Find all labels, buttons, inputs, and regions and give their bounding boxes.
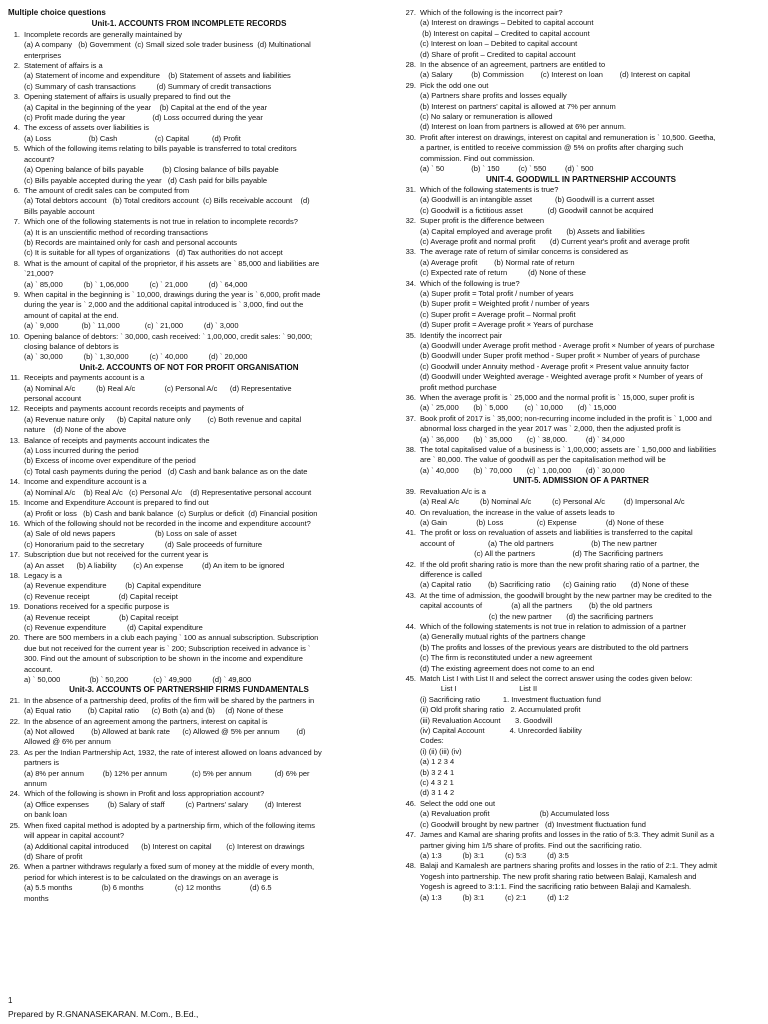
answer-options-line: (c) The firm is reconstituted under a new agreement bbox=[420, 653, 593, 663]
section-heading: UNIT-5. ADMISSION OF A PARTNER bbox=[513, 476, 649, 486]
answer-options-line: (b) Super profit = Weighted profit / number of years bbox=[420, 299, 590, 309]
question-number: 27. bbox=[405, 8, 416, 17]
question-number: 3. bbox=[13, 92, 20, 102]
question-number: 35. bbox=[405, 330, 416, 340]
answer-options-line: (a) ` 25,000 (b) ` 5,000 (c) ` 10,000 (d) ` 15,000 bbox=[420, 403, 617, 413]
question-item bbox=[404, 279, 758, 289]
question-text: Which of the following is the incorrect pair? bbox=[420, 8, 563, 17]
question-number: 39. bbox=[405, 486, 416, 496]
question-number: 5. bbox=[13, 144, 20, 154]
answer-options-line: (c) Goodwill is a fictitious asset (d) Goodwill cannot be acquired bbox=[420, 205, 654, 215]
question-number: 2. bbox=[13, 61, 20, 71]
answer-options-line: (c) 4 3 2 1 bbox=[420, 778, 454, 788]
question-item bbox=[8, 498, 370, 508]
question-item bbox=[404, 81, 758, 91]
question-number: 36. bbox=[405, 393, 416, 403]
answer-options-line: (d) Super profit = Average profit × Years of purchase bbox=[420, 320, 594, 330]
question-item bbox=[8, 748, 370, 758]
answer-options-line: difference is called bbox=[420, 569, 482, 579]
question-item bbox=[8, 696, 370, 706]
answer-options-line: (a) Profit or loss (b) Cash and bank balance (c) Surplus or deficit (d) Financial position bbox=[24, 508, 318, 518]
answer-options-line: (c) Honorarium paid to the secretary (d) Sale proceeds of furniture bbox=[24, 539, 263, 549]
question-number: 6. bbox=[13, 185, 20, 195]
question-item bbox=[8, 217, 370, 227]
question-text: The excess of assets over liabilities is bbox=[24, 123, 150, 133]
answer-options-line: (b) Goodwill under Super profit method - Super profit × Number of years of purchase bbox=[420, 351, 700, 361]
answer-options-line: (c) Profit made during the year (d) Loss occurred during the year bbox=[24, 113, 263, 123]
question-number: 9. bbox=[13, 289, 20, 299]
question-number: 34. bbox=[405, 278, 416, 288]
question-number: 29. bbox=[405, 80, 416, 90]
question-text: Opening balance of debtors: ` 30,000, cash received: ` 1,00,000, credit sales: ` 90,000; bbox=[24, 331, 313, 341]
question-text: Super profit is the difference between bbox=[420, 216, 545, 226]
question-text: Statement of affairs is a bbox=[24, 61, 103, 71]
question-number: 24. bbox=[9, 789, 20, 799]
answer-options-line: (a) Opening balance of bills payable (b) Closing balance of bills payable bbox=[24, 165, 279, 175]
answer-options-line: (a) 1 2 3 4 bbox=[420, 757, 455, 767]
answer-options-line: abnormal loss charged in the year 2017 was ` 2,000, then the adjusted profit is bbox=[420, 424, 681, 434]
question-item bbox=[404, 8, 758, 18]
answer-options-line: (d) Goodwill under Weighted average - Weighted average profit × Number of years of bbox=[420, 372, 703, 382]
question-text: Donations received for a specific purpose is bbox=[24, 602, 170, 612]
question-text: Book profit of 2017 is ` 35,000; non-recurring income included in the profit is ` 1,000 and bbox=[420, 413, 712, 423]
answer-options-line: (a) Goodwill is an intangible asset (b) Goodwill is a current asset bbox=[420, 195, 655, 205]
answer-options-line: (a) Revenue receipt (b) Capital receipt bbox=[24, 612, 179, 622]
question-item bbox=[8, 717, 370, 727]
answer-options-line: (a) Total debtors account (b) Total creditors account (c) Bills receivable account (d) bbox=[24, 196, 310, 206]
answer-options-line: (a) ` 85,000 (b) ` 1,06,000 (c) ` 21,000 (d) ` 64,000 bbox=[24, 279, 248, 289]
question-number: 33. bbox=[405, 247, 416, 257]
question-item bbox=[8, 477, 370, 487]
answer-options-line: a) ` 50,000 (b) ` 50,200 (c) ` 49,900 (d) ` 49,800 bbox=[24, 675, 252, 684]
question-text: Identify the incorrect pair bbox=[420, 330, 503, 340]
answer-options-line: capital accounts of (a) all the partners (b) the old partners bbox=[420, 601, 653, 611]
question-item bbox=[404, 799, 758, 809]
answer-options-line: (a) Statement of income and expenditure (b) Statement of assets and liabilities bbox=[24, 71, 291, 81]
answer-options-line: profit method purchase bbox=[420, 382, 497, 392]
question-item bbox=[8, 186, 370, 196]
answer-options-line: (c) Revenue receipt (d) Capital receipt bbox=[24, 591, 178, 601]
question-number: 8. bbox=[13, 258, 20, 268]
answer-options-line: months bbox=[24, 893, 49, 903]
question-number: 44. bbox=[405, 621, 416, 631]
question-item bbox=[8, 789, 370, 799]
answer-options-line: (a) ` 30,000 (b) ` 1,30,000 (c) ` 40,000 (d) ` 20,000 bbox=[24, 352, 248, 362]
question-number: 13. bbox=[9, 435, 20, 445]
question-number: 21. bbox=[9, 695, 20, 705]
question-number: 14. bbox=[9, 477, 20, 487]
answer-options-line: (c) No salary or remuneration is allowed bbox=[420, 112, 553, 122]
answer-options-line: (c) Interest on loan – Debited to capital account bbox=[420, 39, 578, 49]
answer-options-line: (a) Loss incurred during the period bbox=[24, 446, 139, 456]
answer-options-line: (d) 3 1 4 2 bbox=[420, 788, 455, 798]
answer-options-line: (b) Records are maintained only for cash and personal accounts bbox=[24, 237, 238, 247]
footer-credit: Prepared by R.GNANASEKARAN. M.Com., B.Ed., bbox=[8, 1009, 199, 1019]
question-text: Which of the following should not be recorded in the income and expenditure account? bbox=[24, 518, 311, 528]
answer-options-line: (a) Revaluation profit (b) Accumulated loss bbox=[420, 809, 610, 819]
answer-options-line: 300. Find out the amount of subscription to be shown in the income and expenditure bbox=[24, 654, 303, 664]
left-column-body bbox=[8, 19, 370, 904]
question-item bbox=[404, 331, 758, 341]
answer-options-line: (c) Revenue expenditure (d) Capital expenditure bbox=[24, 622, 203, 632]
answer-options-line: (a) Revenue expenditure (b) Capital expenditure bbox=[24, 581, 202, 591]
answer-options-line: (a) Capital ratio (b) Sacrificing ratio (c) Gaining ratio (d) None of these bbox=[420, 580, 689, 590]
answer-options-line: (a) ` 40,000 (b) ` 70,000 (c) ` 1,00,000 (d) ` 30,000 bbox=[420, 465, 625, 475]
answer-options-line: (a) 5.5 months (b) 6 months (c) 12 months (d) 6.5 bbox=[24, 883, 272, 893]
question-text: In the absence of an agreement among the partners, interest on capital is bbox=[24, 716, 268, 726]
question-number: 47. bbox=[405, 830, 416, 840]
answer-options-line: (d) Share of profit – Credited to capital account bbox=[420, 49, 576, 59]
answer-options-line: (a) Not allowed (b) Allowed at bank rate (c) Allowed @ 5% per annum (d) bbox=[24, 727, 306, 737]
question-item bbox=[8, 144, 370, 154]
answer-options-line: (a) ` 36,000 (b) ` 35,000 (c) ` 38,000. (d) ` 34,000 bbox=[420, 434, 625, 444]
answer-options-line: (a) Generally mutual rights of the partners change bbox=[420, 632, 586, 642]
question-text: On revaluation, the increase in the value of assets leads to bbox=[420, 507, 615, 517]
question-text: When capital in the beginning is ` 10,000, drawings during the year is ` 6,000, profit made bbox=[24, 289, 321, 299]
question-text: Which of the following statements is true? bbox=[420, 184, 559, 194]
question-text: Which of the following items relating to bills payable is transferred to total creditors bbox=[24, 144, 297, 154]
question-item bbox=[8, 92, 370, 102]
question-text: The average rate of return of similar concerns is considered as bbox=[420, 247, 629, 257]
question-text: Opening statement of affairs is usually prepared to find out the bbox=[24, 92, 231, 102]
answer-options-line: (c) It is suitable for all types of organizations (d) Tax authorities do not accept bbox=[24, 248, 283, 258]
question-item bbox=[404, 591, 758, 601]
question-item bbox=[8, 821, 370, 831]
answer-options-line: (a) Interest on drawings – Debited to capital account bbox=[420, 18, 594, 28]
answer-options-line: (a) Office expenses (b) Salary of staff (c) Partners' salary (d) Interest bbox=[24, 799, 302, 809]
answer-options-line: account. bbox=[24, 664, 53, 674]
answer-options-line: nature (d) None of the above bbox=[24, 425, 127, 435]
question-text: What is the amount of capital of the proprietor, if his assets are ` 85,000 and liabilities are bbox=[24, 258, 320, 268]
answer-options-line: (c) All the partners (d) The Sacrificing partners bbox=[420, 549, 663, 559]
question-number: 4. bbox=[13, 123, 20, 133]
question-number: 16. bbox=[9, 518, 20, 528]
answer-options-line: (a) Gain (b) Loss (c) Expense (d) None of these bbox=[420, 517, 664, 527]
answer-options-line: (a) Super profit = Total profit / number of years bbox=[420, 288, 574, 298]
question-text: The total capitalised value of a business is ` 1,00,000; assets are ` 1,50,000 and liabilities bbox=[420, 445, 717, 455]
question-item bbox=[404, 185, 758, 195]
question-number: 46. bbox=[405, 798, 416, 808]
question-item bbox=[8, 259, 370, 269]
answer-options-line: on bank loan bbox=[24, 810, 67, 820]
question-number: 45. bbox=[405, 674, 416, 683]
answer-options-line: (c) Summary of cash transactions (d) Summary of credit transactions bbox=[24, 81, 272, 91]
question-item bbox=[8, 30, 370, 40]
answer-options-line: (a) 8% per annum (b) 12% per annum (c) 5% per annum (d) 6% per bbox=[24, 768, 310, 778]
answer-options-line: (a) Revenue nature only (b) Capital nature only (c) Both revenue and capital bbox=[24, 414, 302, 424]
answer-options-line: account? bbox=[24, 154, 55, 164]
question-item bbox=[404, 861, 758, 871]
question-number: 31. bbox=[405, 184, 416, 194]
question-text: Income and Expenditure Account is prepared to find out bbox=[24, 498, 209, 508]
answer-options-line: (a) Salary (b) Commission (c) Interest on loan (d) Interest on capital bbox=[420, 70, 691, 80]
answer-options-line: (a) Capital in the beginning of the year (b) Capital at the end of the year bbox=[24, 102, 268, 112]
answer-options-line: List I List II bbox=[420, 684, 538, 694]
question-text: Balance of receipts and payments account indicates the bbox=[24, 435, 210, 445]
answer-options-line: (b) 3 2 4 1 bbox=[420, 767, 455, 777]
question-item bbox=[404, 487, 758, 497]
question-item bbox=[404, 216, 758, 226]
question-text: Subscription due but not received for the current year is bbox=[24, 550, 209, 560]
answer-options-line: (c) Expected rate of return (d) None of these bbox=[420, 268, 586, 278]
answer-options-line: (a) ` 9,000 (b) ` 11,000 (c) ` 21,000 (d) ` 3,000 bbox=[24, 321, 239, 331]
question-text: Which of the following is shown in Profit and loss appropriation account? bbox=[24, 789, 265, 799]
question-number: 15. bbox=[9, 498, 20, 508]
answer-options-line: during the year is ` 2,000 and the additional capital introduced is ` 3,000, find out the bbox=[24, 300, 304, 310]
answer-options-line: period for which interest is to be calculated on the drawings on an average is bbox=[24, 872, 279, 882]
answer-options-line: (d) Interest on loan from partners is allowed at 6% per annum. bbox=[420, 122, 626, 132]
answer-options-line: (c) the new partner (d) the sacrificing partners bbox=[420, 611, 653, 621]
question-number: 48. bbox=[405, 861, 416, 871]
answer-options-line: (a) It is an unscientific method of recording transactions bbox=[24, 227, 208, 237]
question-text: Pick the odd one out bbox=[420, 80, 489, 90]
answer-options-line: (a) Nominal A/c (b) Real A/c (c) Personal A/c (d) Representative bbox=[24, 383, 292, 393]
question-number: 11. bbox=[10, 373, 20, 383]
section-heading: Unit-3. ACCOUNTS OF PARTNERSHIP FIRMS FUNDAMENTALS bbox=[69, 685, 309, 695]
question-number: 41. bbox=[405, 528, 416, 538]
answer-options-line: Bills payable account bbox=[24, 206, 95, 216]
answer-options-line: account of (a) The old partners (b) The new partner bbox=[420, 538, 657, 548]
answer-options-line: Yogesh is agreed to 3:1:1. Find the sacrificing ratio between Balaji and Kamalesh. bbox=[420, 882, 692, 892]
question-item bbox=[8, 123, 370, 133]
section-heading: Unit-2. ACCOUNTS OF NOT FOR PROFIT ORGANISATION bbox=[79, 362, 299, 372]
question-item bbox=[8, 633, 370, 643]
answer-options-line: annum bbox=[24, 779, 47, 789]
question-number: 32. bbox=[405, 216, 416, 226]
answer-options-line: (a) Average profit (b) Normal rate of return bbox=[420, 257, 575, 267]
question-text: Balaji and Kamalesh are partners sharing profits and losses in the ratio of 2:1. They admit bbox=[420, 861, 718, 871]
question-number: 40. bbox=[405, 507, 416, 517]
answer-options-line: amount of capital at the end. bbox=[24, 310, 119, 320]
answer-options-line: enterprises bbox=[24, 50, 62, 60]
answer-options-line: (c) Super profit = Average profit – Normal profit bbox=[420, 309, 576, 319]
answer-options-line: (b) The profits and losses of the previous years are distributed to the old partners bbox=[420, 642, 689, 652]
question-item bbox=[8, 571, 370, 581]
question-item bbox=[8, 602, 370, 612]
answer-options-line: a partner, is entitled to receive commission @ 5% on profits after charging such bbox=[420, 143, 684, 153]
left-column bbox=[8, 8, 370, 904]
question-text: When a partner withdraws regularly a fixed sum of money at the middle of every month, bbox=[24, 862, 315, 872]
question-text: Incomplete records are generally maintained by bbox=[24, 29, 183, 39]
answer-options-line: (a) 1:3 (b) 3:1 (c) 2:1 (d) 1:2 bbox=[420, 892, 569, 902]
question-item bbox=[8, 373, 370, 383]
answer-options-line: (a) Additional capital introduced (b) Interest on capital (c) Interest on drawings bbox=[24, 841, 305, 851]
question-text: Which one of the following statements is not true in relation to incomplete records? bbox=[24, 217, 298, 227]
answer-options-line: (a) 1:3 (b) 3:1 (c) 5:3 (d) 3:5 bbox=[420, 850, 569, 860]
answer-options-line: (a) Goodwill under Average profit method - Average profit × Number of years of purchase bbox=[420, 341, 715, 350]
right-column-body bbox=[404, 8, 758, 903]
question-text: At the time of admission, the goodwill brought by the new partner may be credited to the bbox=[420, 590, 712, 600]
answer-options-line: (d) Share of profit bbox=[24, 851, 83, 861]
question-number: 19. bbox=[9, 602, 20, 612]
question-text: Select the odd one out bbox=[420, 798, 496, 808]
question-number: 30. bbox=[405, 132, 416, 142]
question-text: James and Kamal are sharing profits and losses in the ratio of 5:3. They admit Sunil as a bbox=[420, 830, 715, 840]
question-text: Revaluation A/c is a bbox=[420, 486, 486, 496]
answer-options-line: are ` 80,000. The value of goodwill as per the capitalisation method will be bbox=[420, 455, 666, 465]
answer-options-line: Yogesh into partnership. The new profit sharing ratio between Balaji, Kamalesh and bbox=[420, 871, 697, 881]
question-text: Legacy is a bbox=[24, 570, 62, 580]
question-item bbox=[8, 332, 370, 342]
question-number: 20. bbox=[9, 633, 20, 643]
question-number: 10. bbox=[9, 331, 20, 341]
question-text: Which of the following is true? bbox=[420, 278, 520, 288]
answer-options-line: will appear in capital account? bbox=[24, 831, 125, 841]
answer-options-line: (i) (ii) (iii) (iv) bbox=[420, 746, 462, 756]
question-number: 25. bbox=[9, 820, 20, 830]
question-number: 28. bbox=[405, 60, 416, 70]
answer-options-line: (iv) Capital Account 4. Unrecorded liability bbox=[420, 726, 582, 736]
question-item bbox=[404, 414, 758, 424]
answer-options-line: partners is bbox=[24, 758, 60, 768]
question-number: 43. bbox=[405, 590, 416, 600]
document-title: Multiple choice questions bbox=[8, 8, 106, 17]
question-item bbox=[8, 61, 370, 71]
answer-options-line: (a) Real A/c (b) Nominal A/c (c) Personal A/c (d) Impersonal A/c bbox=[420, 497, 685, 507]
question-number: 26. bbox=[9, 862, 20, 872]
answer-options-line: (b) Interest on capital – Credited to capital account bbox=[420, 28, 590, 38]
question-item bbox=[404, 445, 758, 455]
question-text: There are 500 members in a club each paying ` 100 as annual subscription. Subscription bbox=[24, 633, 319, 643]
answer-options-line: (a) Sale of old news papers (b) Loss on sale of asset bbox=[24, 529, 237, 539]
question-item bbox=[8, 290, 370, 300]
answer-options-line: (c) Bills payable accepted during the year (d) Cash paid for bills payable bbox=[24, 175, 268, 185]
question-item bbox=[404, 508, 758, 518]
question-number: 37. bbox=[405, 413, 416, 423]
question-item bbox=[8, 519, 370, 529]
question-item bbox=[404, 393, 758, 403]
question-item bbox=[404, 528, 758, 538]
question-text: Receipts and payments account records receipts and payments of bbox=[24, 404, 244, 414]
question-number: 12. bbox=[9, 404, 20, 414]
question-number: 22. bbox=[9, 716, 20, 726]
question-number: 18. bbox=[9, 570, 20, 580]
question-text: The amount of credit sales can be computed from bbox=[24, 185, 190, 195]
answer-options-line: (d) The existing agreement does not come to an end bbox=[420, 663, 595, 673]
answer-options-line: partner giving him 1/5 share of profits. Find out the sacrificing ratio. bbox=[420, 840, 642, 850]
page-number: 1 bbox=[8, 996, 13, 1005]
answer-options-line: due but not received for the current year is ` 200; Subscription received in advance is ` bbox=[24, 643, 311, 653]
answer-options-line: (c) Goodwill under Annuity method - Average profit × Present value annuity factor bbox=[420, 361, 689, 371]
question-item bbox=[404, 133, 758, 143]
answer-options-line: `21,000? bbox=[24, 269, 54, 279]
answer-options-line: (a) Equal ratio (b) Capital ratio (c) Both (a) and (b) (d) None of these bbox=[24, 706, 284, 716]
question-number: 23. bbox=[9, 747, 20, 757]
answer-options-line: (a) An asset (b) A liability (c) An expense (d) An item to be ignored bbox=[24, 560, 285, 570]
question-text: Income and expenditure account is a bbox=[24, 477, 147, 487]
question-item bbox=[404, 830, 758, 840]
answer-options-line: (ii) Old profit sharing ratio 2. Accumulated profit bbox=[420, 705, 581, 715]
question-text: Receipts and payments account is a bbox=[24, 373, 145, 383]
question-item bbox=[8, 550, 370, 560]
answer-options-line: (a) Nominal A/c (b) Real A/c (c) Personal A/c (d) Representative personal account bbox=[24, 487, 312, 497]
question-item bbox=[404, 60, 758, 70]
question-text: When the average profit is ` 25,000 and the normal profit is ` 15,000, super profit is bbox=[420, 393, 695, 403]
answer-options-line: (i) Sacrificing ratio 1. Investment fluctuation fund bbox=[420, 694, 601, 704]
answer-options-line: Codes: bbox=[420, 736, 444, 746]
question-text: If the old profit sharing ratio is more than the new profit sharing ratio of a partner, the bbox=[420, 559, 700, 569]
question-text: The profit or loss on revaluation of assets and liabilities is transferred to the capital bbox=[420, 528, 693, 538]
question-item bbox=[404, 674, 758, 684]
answer-options-line: (a) Loss (b) Cash (c) Capital (d) Profit bbox=[24, 133, 241, 143]
answer-options-line: (b) Excess of income over expenditure of the period bbox=[24, 456, 196, 466]
answer-options-line: personal account bbox=[24, 394, 82, 404]
question-item bbox=[404, 622, 758, 632]
question-text: Match List I with List II and select the correct answer using the codes given below: bbox=[420, 674, 693, 683]
section-heading: Unit-1. ACCOUNTS FROM INCOMPLETE RECORDS bbox=[91, 19, 287, 29]
answer-options-line: (iii) Revaluation Account 3. Goodwill bbox=[420, 715, 553, 725]
question-number: 1. bbox=[13, 29, 20, 39]
question-item bbox=[8, 436, 370, 446]
question-number: 7. bbox=[13, 217, 20, 227]
question-number: 17. bbox=[9, 550, 20, 560]
question-text: When fixed capital method is adopted by a partnership firm, which of the following items bbox=[24, 820, 315, 830]
right-column bbox=[404, 8, 758, 903]
answer-options-line: (a) A company (b) Government (c) Small sized sole trader business (d) Multinational bbox=[24, 40, 311, 50]
question-text: In the absence of a partnership deed, profits of the firm will be shared by the partners in bbox=[24, 695, 315, 705]
question-number: 42. bbox=[405, 559, 416, 569]
answer-options-line: (b) Interest on partners' capital is allowed at 7% per annum bbox=[420, 101, 616, 111]
question-number: 38. bbox=[405, 445, 416, 455]
question-text: In the absence of an agreement, partners are entitled to bbox=[420, 60, 606, 70]
answer-options-line: commission. Find out commission. bbox=[420, 153, 535, 163]
answer-options-line: (a) Partners share profits and losses equally bbox=[420, 91, 567, 101]
question-text: Which of the following statements is not true in relation to admission of a partner bbox=[420, 621, 686, 631]
answer-options-line: (c) Total cash payments during the period (d) Cash and bank balance as on the date bbox=[24, 466, 308, 476]
answer-options-line: Allowed @ 6% per annum bbox=[24, 737, 111, 747]
question-item bbox=[404, 247, 758, 257]
question-item bbox=[8, 404, 370, 414]
question-item bbox=[8, 862, 370, 872]
question-text: As per the Indian Partnership Act, 1932, the rate of interest allowed on loans advanced by bbox=[24, 747, 322, 757]
answer-options-line: (a) Capital employed and average profit (b) Assets and liabilities bbox=[420, 226, 645, 236]
answer-options-line: (a) ` 50 (b) ` 150 (c) ` 550 (d) ` 500 bbox=[420, 164, 594, 174]
question-text: Profit after interest on drawings, interest on capital and remuneration is ` 10,500. Geetha, bbox=[420, 132, 716, 142]
section-heading: UNIT-4. GOODWILL IN PARTNERSHIP ACCOUNTS bbox=[486, 174, 676, 184]
answer-options-line: (c) Average profit and normal profit (d) Current year's profit and average profit bbox=[420, 236, 690, 246]
answer-options-line: (c) Goodwill brought by new partner (d) Investment fluctuation fund bbox=[420, 819, 646, 829]
question-item bbox=[404, 560, 758, 570]
answer-options-line: closing balance of debtors is bbox=[24, 342, 119, 351]
